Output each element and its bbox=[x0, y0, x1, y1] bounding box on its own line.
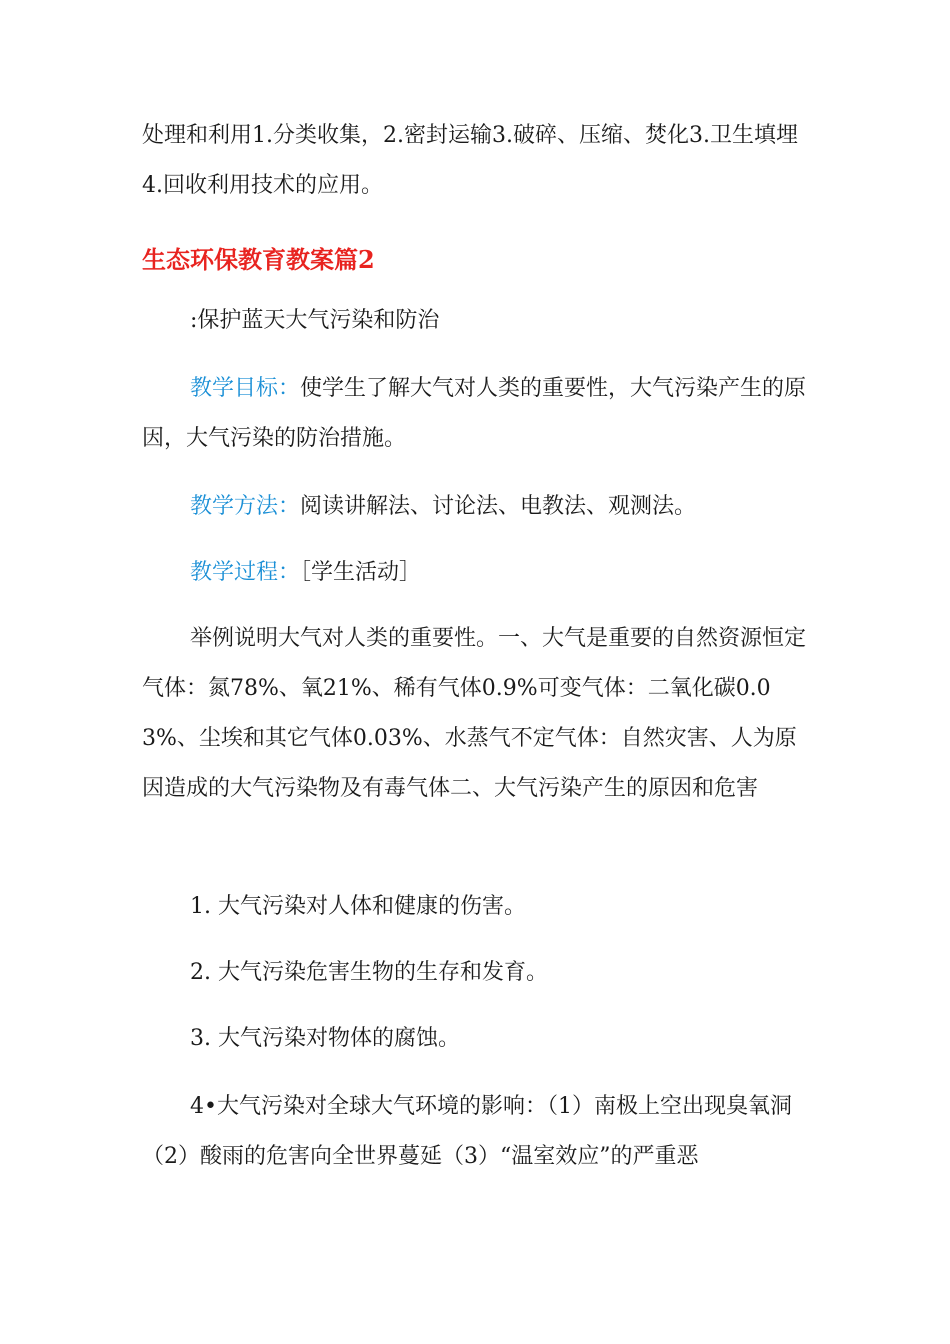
list-item-2: 2. 大气污染危害生物的生存和发育。 bbox=[190, 960, 548, 985]
teaching-goal-text: 使学生了解大气对人类的重要性，大气污染产生的原因，大气污染的防治措施。 bbox=[142, 376, 807, 451]
teaching-method-label: 教学方法： bbox=[190, 494, 301, 519]
teaching-process-paragraph bbox=[142, 548, 810, 598]
teaching-method-paragraph bbox=[142, 482, 810, 532]
list-item-1: 1. 大气污染对人体和健康的伤害。 bbox=[190, 894, 526, 919]
lesson-subtitle: :保护蓝天大气污染和防治 bbox=[190, 308, 440, 333]
intro-paragraph: 处理和利用1.分类收集，2.密封运输3.破碎、压缩、焚化3.卫生填埋4.回收利用技术的应用。 bbox=[142, 123, 798, 198]
teaching-method-text: 阅读讲解法、讨论法、电教法、观测法。 bbox=[300, 494, 697, 519]
list-item-3: 3. 大气污染对物体的腐蚀。 bbox=[190, 1026, 460, 1051]
teaching-process-text: ［学生活动］ bbox=[300, 560, 422, 585]
teaching-process-label: 教学过程： bbox=[190, 560, 301, 585]
section-heading: 生态环保教育教案篇2 bbox=[142, 245, 375, 274]
teaching-goal-label: 教学目标： bbox=[190, 376, 301, 401]
example-paragraph: 举例说明大气对人类的重要性。一、大气是重要的自然资源恒定气体：氮78%、氧21%、稀有气体0.9%可变气体：二氧化碳0.03%、尘埃和其它气体0.03%、水蒸气不定气体：自然灾害、人为原因造成的大气污染物及有毒气体二、大气污染产生的原因和危害 bbox=[142, 626, 807, 801]
teaching-goal-paragraph bbox=[142, 364, 810, 464]
list-item-4: 4•大气污染对全球大气环境的影响：（1）南极上空出现臭氧洞（2）酸雨的危害向全世界蔓延（3）“温室效应”的严重恶 bbox=[142, 1094, 792, 1169]
